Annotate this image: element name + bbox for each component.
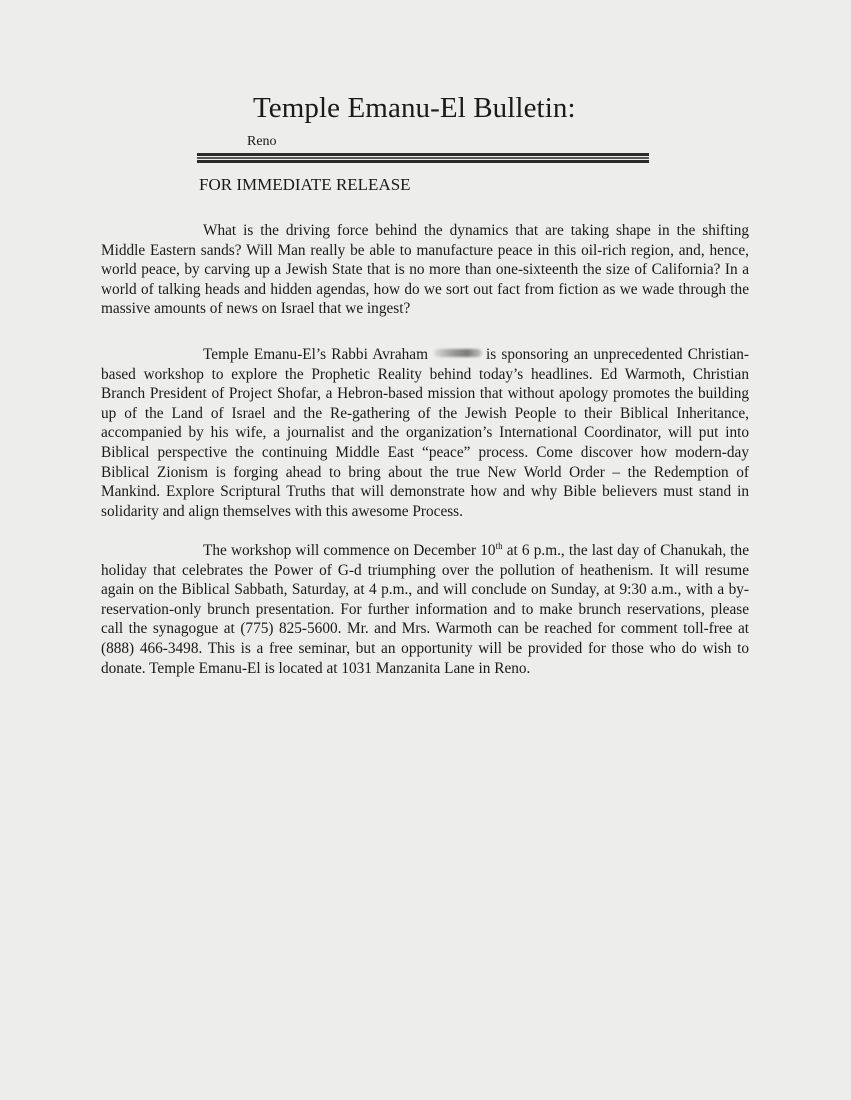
paragraph-intro [101,221,749,319]
ordinal-suffix: th [495,540,503,551]
paragraph-workshop-text-end: is sponsoring an unprecedented Christian-based workshop to explore the Prophetic Reality behind today’s headlines. Ed Warmoth, Christian Branch President of Project Shofar, a Hebron-based mission that without apology promotes the building up of the Land of Israel and the Re-gathering of the Jewish People to their Biblical Inheritance, accompanied by his wife, a journalist and the organization’s International Coordinator, will put into Biblical perspective the continuing Middle East “peace” process. Come discover how modern-day Biblical Zionism is forging ahead to bring about the true New World Order – the Redemption of Mankind. Explore Scriptural Truths that will demonstrate how and why Bible believers must stand in solidarity and align themselves with this awesome Process. [101,346,749,520]
paragraph-intro-text: What is the driving force behind the dynamics that are taking shape in the shifting Middle Eastern sands? Will Man really be able to manufacture peace in this oil-rich region, and, hence, world peace, by carving up a Jewish State that is no more than one-sixteenth the size of California? In a world of talking heads and hidden agendas, how do we sort out fact from fiction as we wade through the massive amounts of news on Israel that we ingest? [101,222,749,318]
bulletin-title: Temple Emanu-El Bulletin: [253,92,576,124]
paragraph-schedule-text-rest: at 6 p.m., the last day of Chanukah, the holiday that celebrates the Power of G-d triumphing over the pollution of heathenism. It will resume again on the Biblical Sabbath, Saturday, at 4 p.m., and will conclude on Sunday, at 9:30 a.m., with a by-reservation-only brunch presentation. For further information and to make brunch reservations, please call the synagogue at (775) 825-5600. Mr. and Mrs. Warmoth can be reached for comment toll-free at (888) 466-3498. This is a free seminar, but an opportunity will be provided for those who do wish to donate. Temple Emanu-El is located at 1031 Manzanita Lane in Reno. [101,542,749,677]
paragraph-workshop [101,345,749,521]
paragraph-workshop-text-start: Temple Emanu-El’s Rabbi Avraham [203,346,428,363]
header-rule-middle [197,157,649,159]
redacted-name [434,349,482,357]
header-rule-top [197,153,649,156]
bulletin-location: Reno [247,134,277,149]
paragraph-schedule-text-start: The workshop will commence on December 10 [203,542,496,559]
release-label: FOR IMMEDIATE RELEASE [199,175,411,194]
header-rule-bottom [197,160,649,163]
paragraph-schedule [101,541,749,678]
